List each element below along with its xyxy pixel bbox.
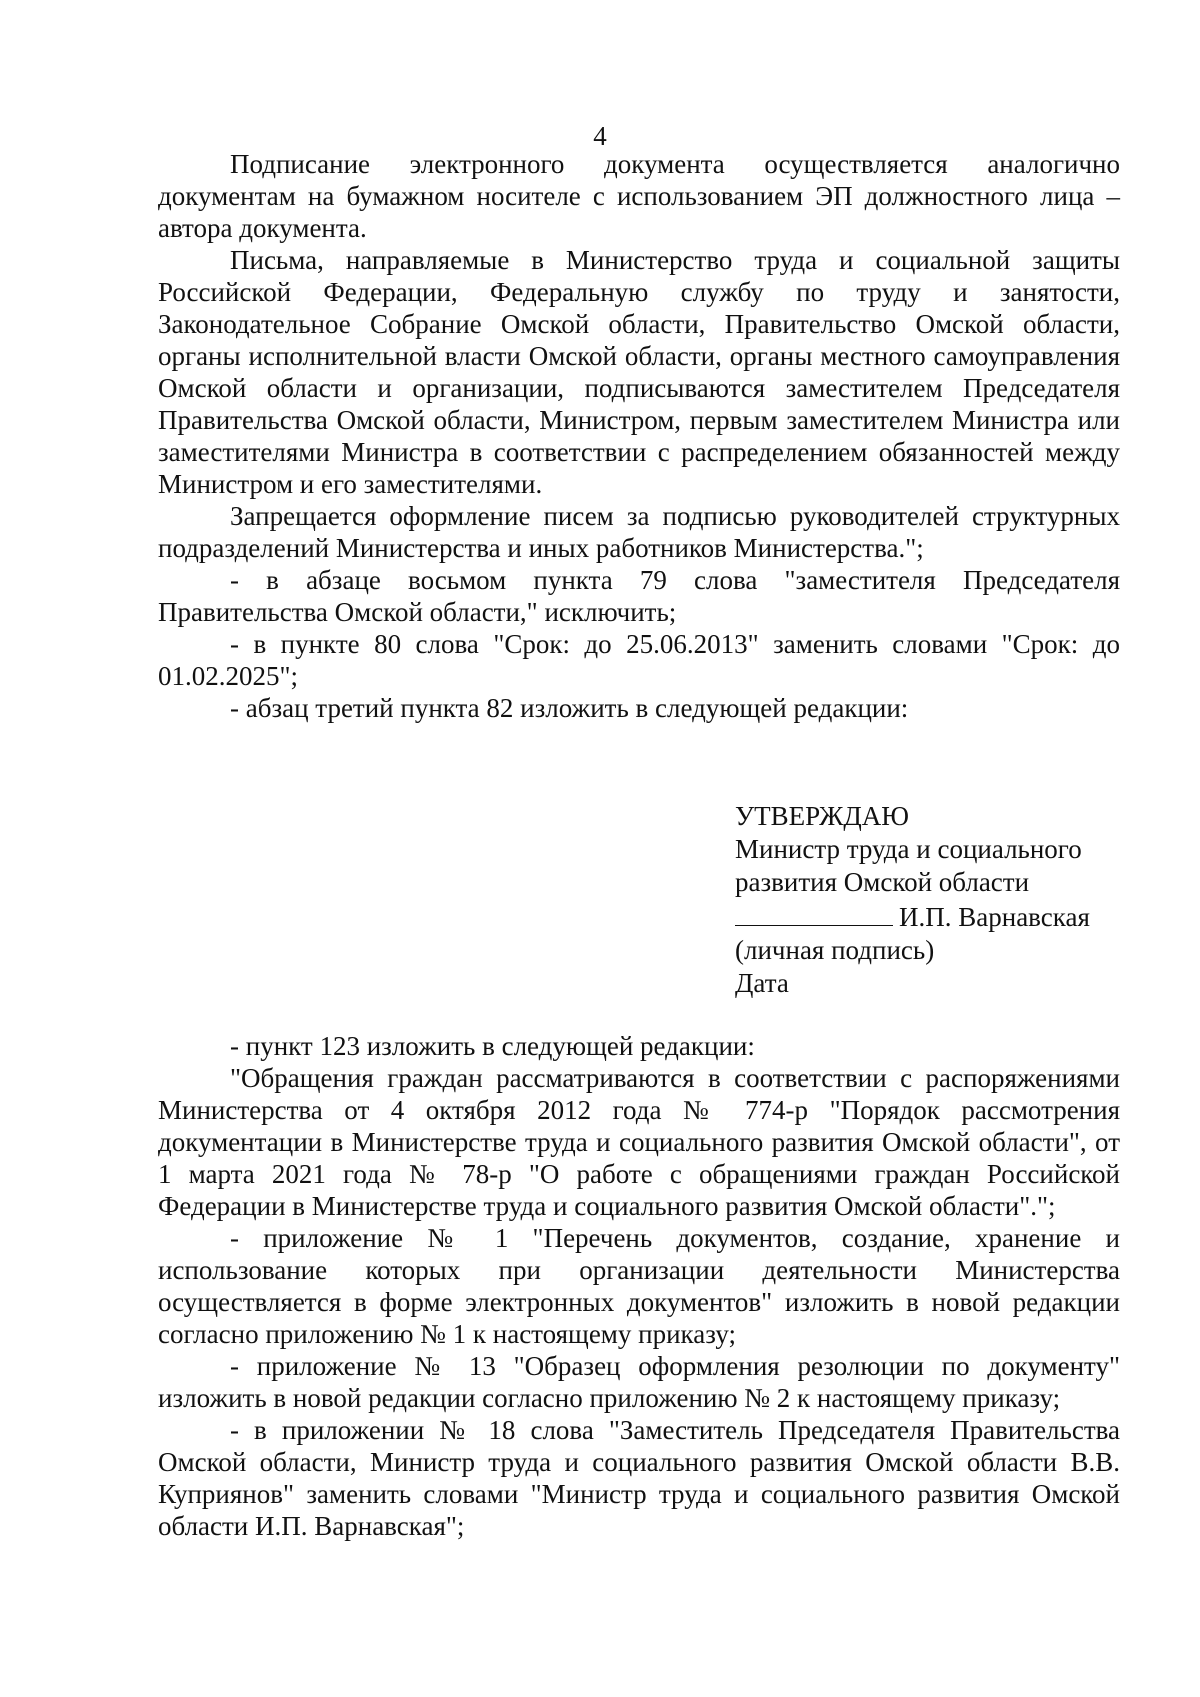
paragraph-signing: Подписание электронного документа осуществляется аналогично документам на бумажном носителе с использованием ЭП должностного лица – автора документа. [158, 149, 1120, 243]
paragraph-prohibition: Запрещается оформление писем за подписью руководителей структурных подразделений Министерства и иных работников Министерства."; [158, 501, 1120, 563]
paragraph-letters: Письма, направляемые в Министерство труда и социальной защиты Российской Федерации, Федеральную службу по труду и занятости, Законодательное Собрание Омской области, Правительство Омской области, органы исполнительной власти Омской области, органы местного самоуправления Омской области и организации, подписываются заместителем Председателя Правительства Омской области, Министром, первым заместителем Министра или заместителями Министра в соответствии с распределением обязанностей между Министром и его заместителями. [158, 245, 1120, 499]
approval-position-line-2: развития Омской области [735, 867, 1030, 897]
approval-signer-name: И.П. Варнавская [899, 902, 1090, 932]
paragraph-item-79: - в абзаце восьмом пункта 79 слова "заместителя Председателя Правительства Омской области," исключить; [158, 565, 1120, 627]
paragraph-item-123: - пункт 123 изложить в следующей редакции: [230, 1031, 755, 1061]
paragraph-appendix-18: - в приложении № 18 слова "Заместитель Председателя Правительства Омской области, Министр труда и социального развития Омской области В.В. Куприянов" заменить словами "Министр труда и социального развития Омской области И.П. Варнавская"; [158, 1415, 1120, 1541]
top-text-block [158, 148, 1120, 724]
approval-signature-row [735, 899, 1125, 934]
approval-signature-caption: (личная подпись) [735, 935, 935, 965]
paragraph-item-80: - в пункте 80 слова "Срок: до 25.06.2013" заменить словами "Срок: до 01.02.2025"; [158, 629, 1120, 691]
bottom-text-block [158, 1030, 1120, 1542]
approval-position-line-1: Министр труда и социального [735, 834, 1082, 864]
paragraph-appendix-1: - приложение № 1 "Перечень документов, создание, хранение и использование которых при организации деятельности Министерства осуществляется в форме электронных документов" изложить в новой редакции согласно приложению № 1 к настоящему приказу; [158, 1223, 1120, 1349]
paragraph-appeals: "Обращения граждан рассматриваются в соответствии с распоряжениями Министерства от 4 октября 2012 года № 774-р "Порядок рассмотрения документации в Министерстве труда и социального развития Омской области", от 1 марта 2021 года № 78-р "О работе с обращениями граждан Российской Федерации в Министерстве труда и социального развития Омской области"."; [158, 1063, 1120, 1221]
signature-line [735, 899, 893, 926]
paragraph-item-82: - абзац третий пункта 82 изложить в следующей редакции: [230, 693, 909, 723]
approval-stamp-block [735, 800, 1125, 1000]
paragraph-appendix-13: - приложение № 13 "Образец оформления резолюции по документу" изложить в новой редакции согласно приложению № 2 к настоящему приказу; [158, 1351, 1120, 1413]
approval-heading: УТВЕРЖДАЮ [735, 801, 910, 831]
page-number: 4 [593, 121, 607, 151]
approval-date-label: Дата [735, 968, 789, 998]
